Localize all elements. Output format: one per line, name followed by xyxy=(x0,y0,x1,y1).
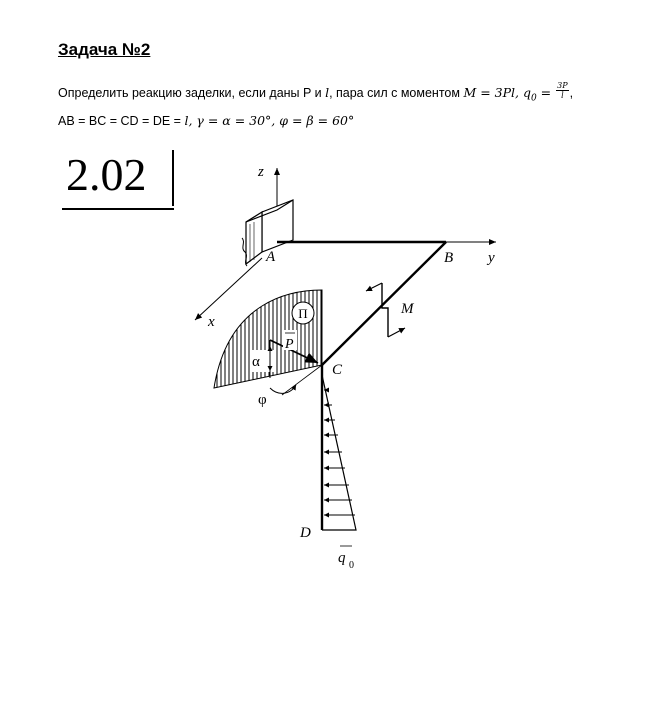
plane-pi-label: Π xyxy=(298,306,308,321)
line2-text: AB = BC = CD = DE = xyxy=(58,113,185,128)
point-b-label: B xyxy=(444,250,454,266)
line1-eq: = xyxy=(536,85,556,100)
figure-number-text: 2.02 xyxy=(66,149,147,200)
line1-moment: M = 3Pl, q xyxy=(463,85,531,100)
z-axis-label: z xyxy=(258,164,264,180)
phi-arc xyxy=(270,385,296,393)
line1-end: , xyxy=(569,86,574,100)
point-a-label: A xyxy=(266,249,276,265)
point-c-label: C xyxy=(332,362,343,378)
force-p-label: P xyxy=(285,337,294,352)
fraction-denominator: l xyxy=(561,91,564,101)
line1-mid: , пара сил с моментом xyxy=(329,86,464,100)
q0-label: q xyxy=(338,550,346,566)
line1-prefix: Определить реакцию заделки, если даны P и xyxy=(58,86,326,100)
alpha-label: α xyxy=(252,354,260,370)
member-bc xyxy=(322,242,446,365)
task-title: Задача №2 xyxy=(58,40,151,59)
distributed-load xyxy=(322,375,356,530)
x-axis-label: x xyxy=(208,314,215,330)
couple-moment xyxy=(366,283,405,337)
q0-subscript: 0 xyxy=(349,560,354,571)
point-d-label: D xyxy=(300,525,311,541)
y-axis-label: y xyxy=(488,250,495,266)
fraction-numerator: 3P xyxy=(557,81,568,91)
moment-label: M xyxy=(401,301,414,317)
x-axis xyxy=(195,258,262,320)
line2-math: l, γ = α = 30°, φ = β = 60° xyxy=(184,112,355,128)
line1-l: l xyxy=(325,85,330,100)
line1-q-sub: 0 xyxy=(530,93,537,104)
phi-label: φ xyxy=(258,392,267,408)
